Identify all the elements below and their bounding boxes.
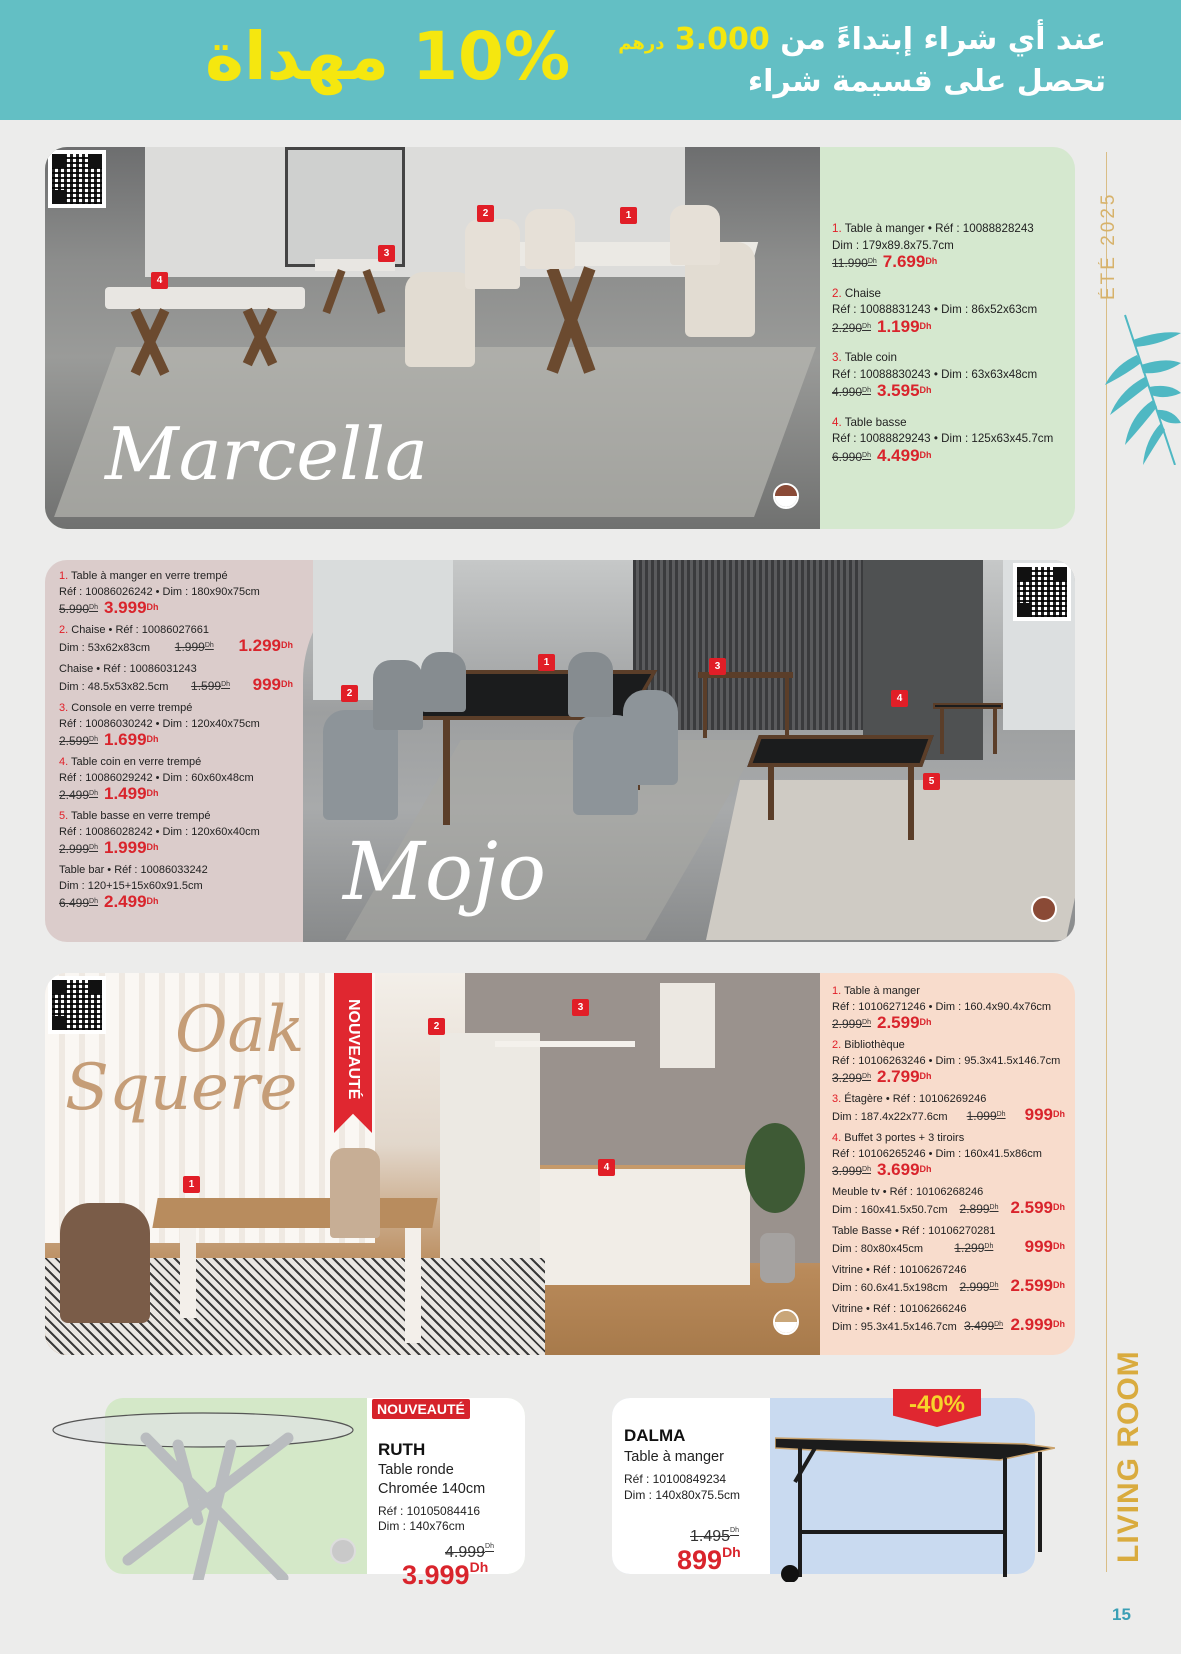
ruth-dim: Dim : 140x76cm: [378, 1519, 465, 1533]
ruth-ref: Réf : 10105084416: [378, 1504, 481, 1518]
product-item: 3. Table coin Réf : 10088830243 • Dim : 63x63x48cm $4.990^{Dh}$ $3.595^{Dh}$: [832, 351, 1038, 400]
marker-4: 4: [891, 690, 908, 707]
collection-name-line2: Squere: [65, 1051, 298, 1125]
product-item: 4. Buffet 3 portes + 3 tiroirs Réf : 10106265246 • Dim : 160x41.5x86cm $3.999^{Dh}$ $3.699^{Dh}$: [832, 1132, 1042, 1179]
sale-price: $7.699^{Dh}$: [882, 252, 938, 271]
product-item: Table bar • Réf : 10086033242 Dim : 120+15+15x60x91.5cm $6.499^{Dh}$ $2.499^{Dh}$: [59, 864, 208, 911]
color-swatch[interactable]: [1031, 896, 1057, 922]
section-mojo: [45, 560, 1075, 942]
sale-price: $4.499^{Dh}$: [876, 445, 932, 465]
product-item: 2. Chaise • Réf : 10086027661 Dim : 53x62x83cm $1.999^{Dh}$ $1.299^{Dh}$: [59, 624, 293, 655]
palm-leaf-icon: [1105, 305, 1181, 465]
product-item: Meuble tv • Réf : 10106268246 Dim : 160x41.5x50.7cm $2.899^{Dh}$ $2.599^{Dh}$: [832, 1186, 1065, 1217]
marker-2: 2: [477, 205, 494, 222]
ruth-desc-line1: Table ronde: [378, 1462, 454, 1478]
marker-1: 1: [538, 654, 555, 671]
season-label: ÉTÉ 2025: [1098, 191, 1119, 300]
section-oak-squere: [45, 973, 1075, 1355]
new-ribbon-label: NOUVEAUTÉ: [345, 998, 362, 1100]
dalma-sale-price: $899^{Dh}$: [677, 1544, 741, 1575]
mojo-product-photo: [303, 560, 1075, 942]
qr-code[interactable]: [48, 150, 106, 208]
oak-squere-product-list: [820, 973, 1075, 1355]
old-price: $4.990^{Dh}$: [832, 385, 871, 399]
marker-3: 3: [709, 658, 726, 675]
mojo-product-list: [45, 560, 303, 942]
product-item: Table Basse • Réf : 10106270281 Dim : 80x80x45cm $1.299^{Dh}$ $999^{Dh}$: [832, 1225, 1065, 1256]
ruth-new-badge: NOUVEAUTÉ: [372, 1399, 470, 1419]
ruth-name: RUTH: [378, 1440, 426, 1459]
marker-2: 2: [428, 1018, 445, 1035]
marker-4: 4: [151, 272, 168, 289]
section-marcella: [45, 147, 1075, 529]
dalma-desc: Table à manger: [624, 1449, 724, 1465]
qr-code[interactable]: [1013, 563, 1071, 621]
promo-headline: 10% مهداة: [205, 18, 571, 95]
dalma-table-image: [775, 1432, 1055, 1582]
product-item: 5. Table basse en verre trempé Réf : 10086028242 • Dim : 120x60x40cm $2.999^{Dh}$ $1.999^{Dh}$: [59, 810, 260, 857]
page-number: 15: [1112, 1605, 1131, 1624]
marker-3: 3: [378, 245, 395, 262]
marcella-product-list: [820, 147, 1075, 529]
ruth-sale-price: $3.999^{Dh}$: [402, 1559, 489, 1590]
marker-2: 2: [341, 685, 358, 702]
product-item: 3. Console en verre trempé Réf : 10086030242 • Dim : 120x40x75cm $2.599^{Dh}$ $1.699^{Dh}$: [59, 702, 260, 749]
dalma-old-price: $1.495^{Dh}$: [690, 1527, 739, 1545]
product-item: 1. Table à manger • Réf : 10088828243 Dim : 179x89.8x75.7cm $11.990^{Dh}$ $7.699^{Dh}$: [832, 222, 1034, 271]
old-price: $11.990^{Dh}$: [832, 256, 877, 270]
product-item: Chaise • Réf : 10086031243 Dim : 48.5x53x82.5cm $1.599^{Dh}$ $999^{Dh}$: [59, 663, 293, 694]
collection-name-line1: Oak: [175, 993, 305, 1067]
sale-price: $3.595^{Dh}$: [876, 381, 932, 400]
collection-name: Marcella: [105, 412, 428, 496]
product-item: 3. Étagère • Réf : 10106269246 Dim : 187.4x22x77.6cm $1.099^{Dh}$ $999^{Dh}$: [832, 1093, 1065, 1124]
product-item: 1. Table à manger Réf : 10106271246 • Dim : 160.4x90.4x76cm $2.999^{Dh}$ $2.599^{Dh}$: [832, 985, 1052, 1032]
dalma-name: DALMA: [624, 1426, 686, 1445]
discount-badge: -40%: [908, 1391, 966, 1418]
marker-1: 1: [620, 207, 637, 224]
product-item: 1. Table à manger en verre trempé Réf : 10086026242 • Dim : 180x90x75cm $5.990^{Dh}$ $3.999^{Dh}$: [59, 570, 260, 617]
qr-code[interactable]: [48, 976, 106, 1034]
promo-condition: عند أي شراء إبتداءً من 3.000 درهم: [618, 22, 1106, 57]
color-swatch[interactable]: [773, 1309, 799, 1335]
old-price: $6.990^{Dh}$: [832, 449, 871, 464]
category-label: LIVING ROOM: [1112, 1350, 1145, 1563]
marcella-product-photo: [45, 147, 820, 529]
marker-1: 1: [183, 1176, 200, 1193]
sale-price: $1.199^{Dh}$: [876, 316, 932, 336]
ruth-table-image: [48, 1410, 363, 1580]
product-item: 4. Table basse Réf : 10088829243 • Dim : 125x63x45.7cm $6.990^{Dh}$ $4.499^{Dh}$: [832, 415, 1054, 465]
oak-squere-product-photo: [45, 973, 820, 1355]
product-item: 4. Table coin en verre trempé Réf : 10086029242 • Dim : 60x60x48cm $2.499^{Dh}$ $1.499^{Dh}$: [59, 756, 254, 803]
dalma-dim: Dim : 140x80x75.5cm: [624, 1488, 741, 1502]
promo-voucher-text: تحصل على قسيمة شراء: [747, 64, 1106, 99]
color-swatch[interactable]: [773, 483, 799, 509]
product-item: Vitrine • Réf : 10106267246 Dim : 60.6x41.5x198cm $2.999^{Dh}$ $2.599^{Dh}$: [832, 1264, 1065, 1295]
product-item: Vitrine • Réf : 10106266246 Dim : 95.3x41.5x146.7cm $3.499^{Dh}$ $2.999^{Dh}$: [832, 1303, 1065, 1334]
marker-4: 4: [598, 1159, 615, 1176]
marker-3: 3: [572, 999, 589, 1016]
dalma-ref: Réf : 10100849234: [624, 1472, 727, 1486]
product-item: 2. Bibliothèque Réf : 10106263246 • Dim : 95.3x41.5x146.7cm $3.299^{Dh}$ $2.799^{Dh}$: [832, 1039, 1061, 1086]
product-item: 2. Chaise Réf : 10088831243 • Dim : 86x52x63cm $2.290^{Dh}$ $1.199^{Dh}$: [832, 286, 1038, 336]
promo-banner: [0, 0, 1181, 120]
ruth-desc-line2: Chromée 140cm: [378, 1481, 486, 1497]
ruth-old-price: $4.999^{Dh}$: [445, 1543, 494, 1561]
marker-5: 5: [923, 773, 940, 790]
old-price: $2.290^{Dh}$: [832, 320, 871, 335]
collection-name: Mojo: [343, 825, 547, 918]
